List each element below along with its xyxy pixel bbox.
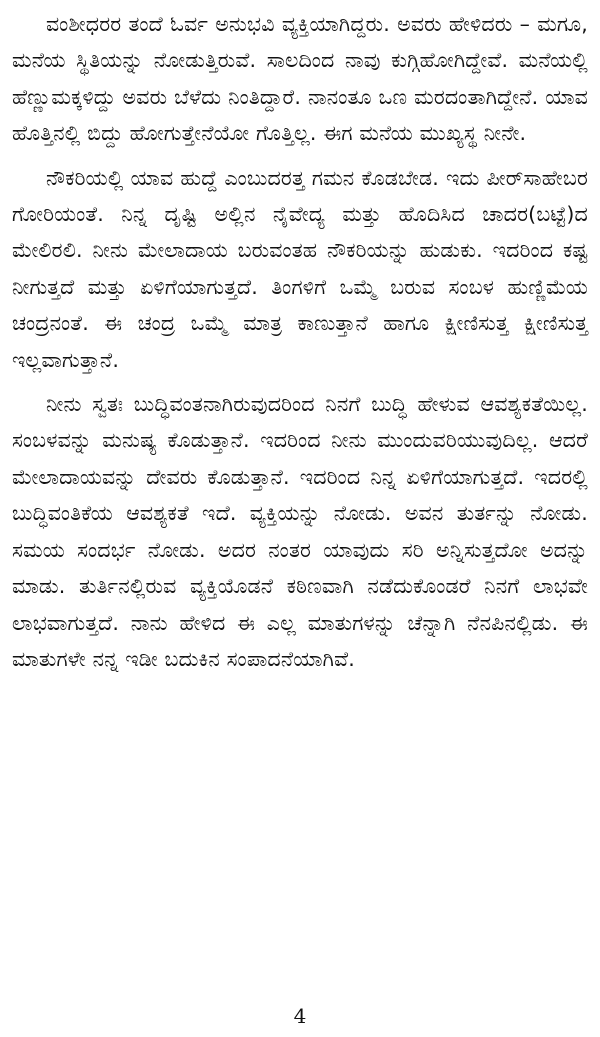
- paragraph-2: ನೌಕರಿಯಲ್ಲಿ ಯಾವ ಹುದ್ದೆ ಎಂಬುದರತ್ತ ಗಮನ ಕೊಡಬೇಡ. ಇದು ಪೀರ್‌ಸಾಹೇಬರ ಗೋರಿಯಂತೆ. ನಿನ್ನ ದೃಷ್ಟಿ ಅಲ್ಲಿನ ನೈವೇದ್ಯ ಮತ್ತು ಹೊದಿಸಿದ ಚಾದರ(ಬಟ್ಟೆ)ದ ಮೇಲಿರಲಿ. ನೀನು ಮೇಲಾದಾಯ ಬರುವಂತಹ ನೌಕರಿಯನ್ನು ಹುಡುಕು. ಇದರಿಂದ ಕಷ್ಟ ನೀಗುತ್ತದೆ ಮತ್ತು ಏಳಿಗೆಯಾಗುತ್ತದೆ. ತಿಂಗಳಿಗೆ ಒಮ್ಮೆ ಬರುವ ಸಂಬಳ ಹುಣ್ಣಿಮೆಯ ಚಂದ್ರನಂತೆ. ಈ ಚಂದ್ರ ಒಮ್ಮೆ ಮಾತ್ರ ಕಾಣುತ್ತಾನೆ ಹಾಗೂ ಕ್ಷೀಣಿಸುತ್ತ ಕ್ಷೀಣಿಸುತ್ತ ಇಲ್ಲವಾಗುತ್ತಾನೆ.: [12, 165, 588, 372]
- page-number: 4: [293, 1004, 307, 1028]
- paragraph-1: ವಂಶೀಧರರ ತಂದೆ ಓರ್ವ ಅನುಭವಿ ವ್ಯಕ್ತಿಯಾಗಿದ್ದರು. ಅವರು ಹೇಳಿದರು – ಮಗೂ, ಮನೆಯ ಸ್ಥಿತಿಯನ್ನು ನೋಡುತ್ತಿರುವೆ. ಸಾಲದಿಂದ ನಾವು ಕುಗ್ಗಿಹೋಗಿದ್ದೇವೆ. ಮನೆಯಲ್ಲಿ ಹೆಣ್ಣುಮಕ್ಕಳಿದ್ದು ಅವರು ಬೆಳೆದು ನಿಂತಿದ್ದಾರೆ. ನಾನಂತೂ ಒಣ ಮರದಂತಾಗಿದ್ದೇನೆ. ಯಾವ ಹೊತ್ತಿನಲ್ಲಿ ಬಿದ್ದು ಹೋಗುತ್ತೇನೆಯೋ ಗೊತ್ತಿಲ್ಲ. ಈಗ ಮನೆಯ ಮುಖ್ಯಸ್ಥ ನೀನೇ.: [12, 12, 588, 146]
- paragraph-3: ನೀನು ಸ್ವತಃ ಬುದ್ಧಿವಂತನಾಗಿರುವುದರಿಂದ ನಿನಗೆ ಬುದ್ಧಿ ಹೇಳುವ ಆವಶ್ಯಕತೆಯಿಲ್ಲ. ಸಂಬಳವನ್ನು ಮನುಷ್ಯ ಕೊಡುತ್ತಾನೆ. ಇದರಿಂದ ನೀನು ಮುಂದುವರಿಯುವುದಿಲ್ಲ. ಆದರೆ ಮೇಲಾದಾಯವನ್ನು ದೇವರು ಕೊಡುತ್ತಾನೆ. ಇದರಿಂದ ನಿನ್ನ ಏಳಿಗೆಯಾಗುತ್ತದೆ. ಇದರಲ್ಲಿ ಬುದ್ಧಿವಂತಿಕೆಯ ಆವಶ್ಯಕತೆ ಇದೆ. ವ್ಯಕ್ತಿಯನ್ನು ನೋಡು. ಅವನ ತುರ್ತನ್ನು ನೋಡು. ಸಮಯ ಸಂದರ್ಭ ನೋಡು. ಅದರ ನಂತರ ಯಾವುದು ಸರಿ ಅನ್ನಿಸುತ್ತದೋ ಅದನ್ನು ಮಾಡು. ತುರ್ತಿನಲ್ಲಿರುವ ವ್ಯಕ್ತಿಯೊಡನೆ ಕಠಿಣವಾಗಿ ನಡೆದುಕೊಂಡರೆ ನಿನಗೆ ಲಾಭವೇ ಲಾಭವಾಗುತ್ತದೆ. ನಾನು ಹೇಳಿದ ಈ ಎಲ್ಲ ಮಾತುಗಳನ್ನು ಚೆನ್ನಾಗಿ ನೆನಪಿನಲ್ಲಿಡು. ಈ ಮಾತುಗಳೇ ನನ್ನ ಇಡೀ ಬದುಕಿನ ಸಂಪಾದನೆಯಾಗಿವೆ.: [12, 392, 588, 671]
